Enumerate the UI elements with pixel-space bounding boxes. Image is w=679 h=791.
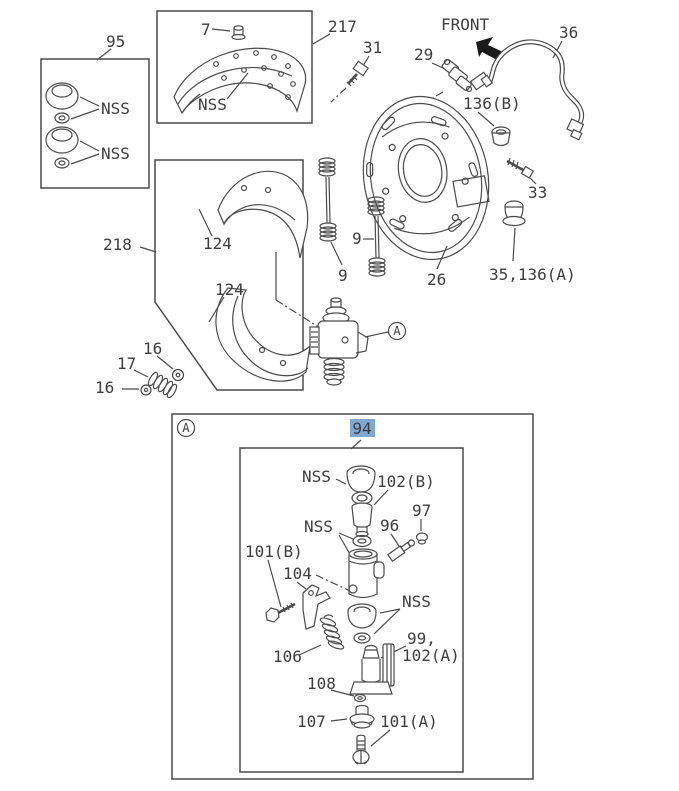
callout-218[interactable]: 218 bbox=[103, 235, 132, 254]
callout-104[interactable]: 104 bbox=[283, 564, 312, 583]
cap-35-drawing bbox=[503, 201, 525, 226]
front-label: FRONT bbox=[441, 15, 490, 34]
cap-97-drawing bbox=[417, 533, 428, 544]
callout-29[interactable]: 29 bbox=[414, 45, 434, 64]
callout-nss-2: NSS bbox=[304, 517, 333, 536]
callout-95[interactable]: 95 bbox=[106, 32, 126, 51]
callout-nss-3: NSS bbox=[402, 592, 431, 611]
callout-108[interactable]: 108 bbox=[307, 674, 336, 693]
callout-102b[interactable]: 102(B) bbox=[377, 472, 435, 491]
callout-33[interactable]: 33 bbox=[528, 183, 548, 202]
callout-9-right[interactable]: 9 bbox=[352, 229, 362, 248]
callout-101a[interactable]: 101(A) bbox=[380, 712, 438, 731]
callout-nss-95a: NSS bbox=[101, 99, 130, 118]
callout-124-upper[interactable]: 124 bbox=[203, 234, 232, 253]
callout-17[interactable]: 17 bbox=[117, 354, 137, 373]
callout-106[interactable]: 106 bbox=[273, 647, 302, 666]
callout-35-136a[interactable]: 35,136(A) bbox=[489, 265, 576, 284]
pin-7-drawing bbox=[232, 26, 245, 40]
callout-102a[interactable]: 102(A) bbox=[402, 646, 460, 665]
callout-217[interactable]: 217 bbox=[328, 17, 357, 36]
callout-99[interactable]: 99, bbox=[407, 629, 436, 648]
callout-nss-217: NSS bbox=[198, 95, 227, 114]
callout-124-lower[interactable]: 124 bbox=[215, 280, 244, 299]
cap-nss-drawing bbox=[347, 466, 375, 492]
callout-31[interactable]: 31 bbox=[363, 38, 383, 57]
callout-16-a[interactable]: 16 bbox=[143, 339, 163, 358]
callout-9-left[interactable]: 9 bbox=[338, 266, 348, 285]
section-ref-a: A bbox=[182, 421, 190, 435]
callout-16-b[interactable]: 16 bbox=[95, 378, 115, 397]
callout-94[interactable]: 94 bbox=[352, 419, 372, 438]
callout-136b[interactable]: 136(B) bbox=[463, 94, 521, 113]
callout-nss-1: NSS bbox=[302, 467, 331, 486]
callout-7[interactable]: 7 bbox=[201, 20, 211, 39]
callout-97[interactable]: 97 bbox=[412, 501, 432, 520]
callout-107[interactable]: 107 bbox=[297, 712, 326, 731]
cylinder-ref-a: A bbox=[393, 324, 401, 338]
callout-36[interactable]: 36 bbox=[559, 23, 579, 42]
callout-96[interactable]: 96 bbox=[380, 516, 400, 535]
callout-nss-95b: NSS bbox=[101, 144, 130, 163]
plug-136b-drawing bbox=[492, 127, 510, 146]
callout-26[interactable]: 26 bbox=[427, 270, 447, 289]
callout-101b[interactable]: 101(B) bbox=[245, 542, 303, 561]
